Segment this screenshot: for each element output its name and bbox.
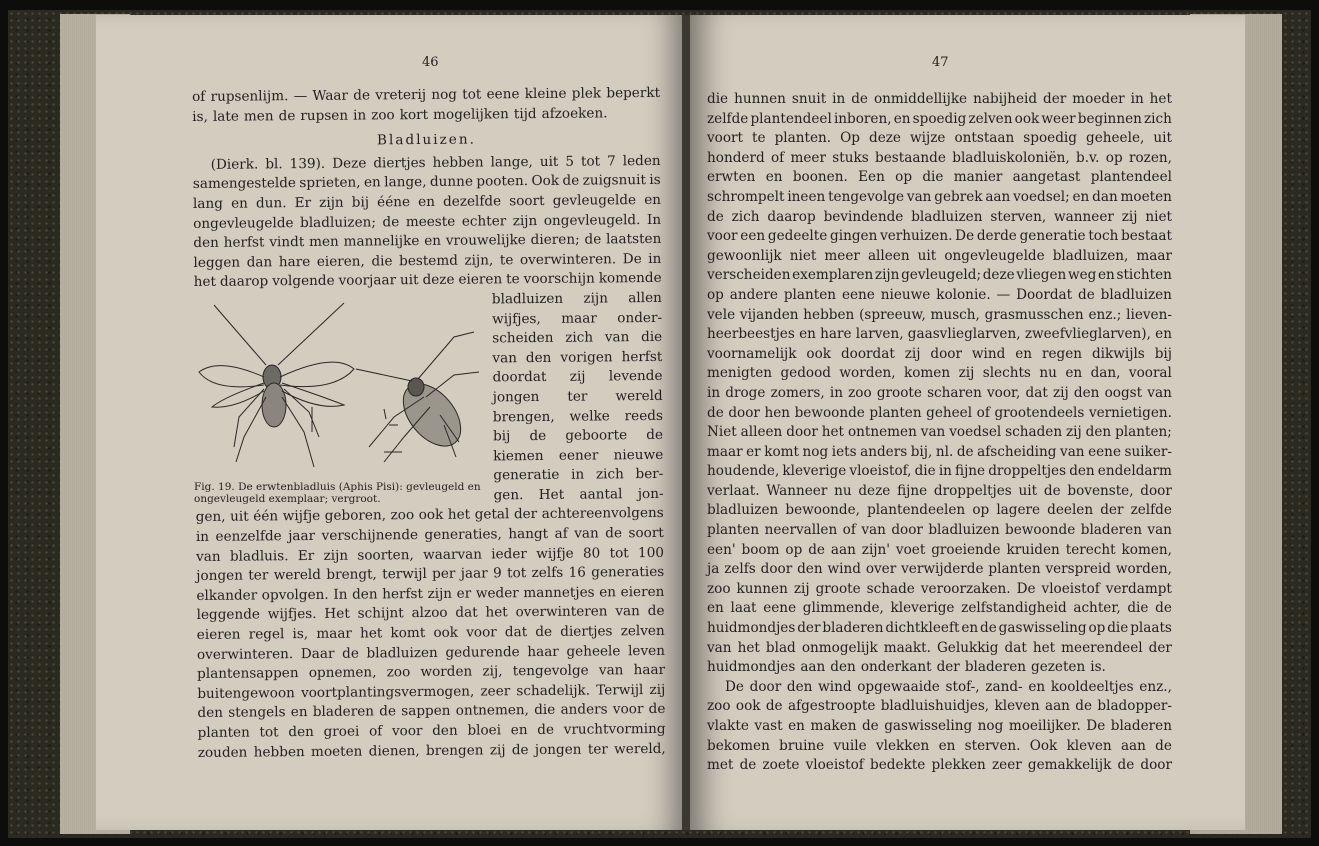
- text-line: verscheiden exemplaren zijn gevleugeld; deze vliegen weg en stichten: [707, 267, 1172, 284]
- right-page-text: [707, 90, 1172, 776]
- figure-caption: Fig. 19. De erwtenbladluis (Aphis Pisi): gevleugeld en ongevleugeld exemplaar; vergroot.: [194, 481, 481, 505]
- text-line: ongevleugelde bladluizen; de meeste echter zijn ongevleugeld. In: [193, 211, 662, 232]
- text-line: houdende, kleverige vloeistof, die in fijne droppeltjes den endeldarm: [707, 463, 1172, 480]
- text-line: gen. Het aantal jon-: [493, 485, 664, 504]
- text-line: gen, uit één wijfje geboren, zoo ook het getal der achtereenvolgens: [195, 505, 664, 526]
- text-line: op andere planten eene nieuwe kolonie. — Doordat de bladluizen: [707, 286, 1172, 303]
- text-line: van het blad onmogelijk maakt. Gelukkig dat het meerendeel der: [707, 639, 1172, 656]
- text-line: Niet alleen door het ontnemen van voedsel schaden zij den planten;: [707, 424, 1172, 441]
- text-line: planten tot den groei of voor den bloei en de vruchtvorming: [197, 720, 666, 741]
- aphid-illustration: [194, 297, 484, 487]
- text-line: jongen ter wereld brengt, terwijl per jaar 9 tot zelfs 16 generaties: [196, 564, 665, 585]
- text-line: doordat zij levende: [492, 368, 663, 386]
- text-line: vele vijanden hebben (spreeuw, musch, grasmusschen enz.; lieven-: [707, 306, 1172, 323]
- text-line: van den vorigen herfst: [492, 348, 663, 367]
- text-line: een' boom op de aan zijn' voet groeiende kruiden terecht komen,: [707, 541, 1172, 558]
- text-line: huidmondjes aan den onderkant der bladeren gezeten is.: [707, 659, 1106, 676]
- text-line: zoo kunnen zij groote schade veroorzaken. De vloeistof verdampt: [707, 580, 1172, 597]
- left-page: [96, 15, 686, 830]
- text-line: lang en dun. Er zijn bij ééne en dezelfde soort gevleugelde en: [192, 191, 662, 212]
- text-line: erwten en boonen. Een op die manier aangetast plantendeel: [707, 169, 1172, 186]
- text-line: samengestelde sprieten, en lange, dunne pooten. Ook de zuigsnuit is: [192, 172, 661, 193]
- text-line: in eenzelfde jaar verschijnende generaties, hangt af van de soort: [195, 524, 664, 546]
- page-number: 47: [932, 55, 949, 70]
- text-line: verlaat. Wanneer nu deze fijne droppeltjes uit de bovenste, door: [707, 482, 1172, 499]
- section-heading: Bladluizen.: [376, 131, 476, 149]
- text-line: van bladluis. Er zijn soorten, waarvan ieder wijfje 80 tot 100: [196, 544, 665, 565]
- text-line: jongen ter wereld: [492, 387, 663, 406]
- text-line: met de zoete vloeistof bedekte plekken zeer gemakkelijk de door: [707, 757, 1172, 774]
- text-line: den stengels en bladeren de sappen ontnemen, die anders voor de: [197, 701, 666, 722]
- text-line: brengen, welke reeds: [492, 407, 663, 425]
- text-line: of rupsenlijm. — Waar de vreterij nog tot eene kleine plek beperkt: [192, 84, 661, 105]
- text-line: menigten gedood worden, komen zij slechts nu en dan, vooral: [707, 365, 1172, 382]
- text-line: elkander opvolgen. In den herfst zijn er weder mannetjes en eieren: [196, 583, 665, 604]
- text-line: buitengewoon voortplantingsvermogen, zeer schadelijk. Terwijl zij: [197, 681, 666, 702]
- text-line: is, late men de rupsen in zoo kort mogelijken tijd afzoeken.: [192, 104, 608, 125]
- text-line: in droge zomers, in zoo groote scharen voor, dat zij den oogst van: [707, 384, 1172, 401]
- text-line: zelfde plantendeel inboren, en spoedig zelven ook weer beginnen zich: [707, 110, 1172, 127]
- text-line: eieren regel is, maar het komt ook voor dat de diertjes zelven: [196, 622, 665, 644]
- text-line: schrompelt ineen tengevolge van gebrek aan voedsel; en dan moeten: [707, 188, 1172, 205]
- text-line: het daarop volgende voorjaar uit deze eieren te voorschijn komende: [193, 270, 662, 291]
- text-line: zouden hebben moeten dienen, brengen zij de jongen ter wereld,: [197, 740, 666, 761]
- text-line: vlakte vast en maken de gaswisseling nog moeilijker. De bladeren: [707, 718, 1172, 734]
- text-line: voor een gedeelte gingen verhuizen. De derde generatie toch bestaat: [707, 228, 1172, 245]
- text-line: kiemen eener nieuwe: [493, 446, 664, 465]
- text-line: overwinteren. Daar de bladluizen gedurende haar geheele leven: [196, 642, 665, 663]
- text-line: leggende wijfjes. Het schijnt alzoo dat het overwinteren van de: [196, 603, 665, 624]
- text-line: planten neervallen of van door bladluizen bewoonde bladeren van: [707, 522, 1172, 539]
- text-line: en laat eene glimmende, kleverige zelfstandigheid achter, die de: [707, 600, 1172, 617]
- text-line: bekomen bruine vuile vlekken en sterven. Ook kleven aan de: [707, 737, 1172, 754]
- right-page: [690, 15, 1245, 830]
- text-line: de zich daarop bevindende bladluizen sterven, wanneer zij niet: [707, 208, 1172, 225]
- text-line: (Dierk. bl. 139). Deze diertjes hebben lange, uit 5 tot 7 leden: [210, 152, 661, 173]
- text-line: de door hen bewoonde planten geheel of grootendeels vernietigen.: [707, 404, 1172, 421]
- text-line: maar er komt nog iets anders bij, nl. de afscheiding van eene suiker-: [707, 443, 1172, 460]
- text-line: heerbeestjes en hare larven, gaasvlieglarven, zweefvlieglarven), en: [707, 326, 1172, 343]
- text-line: De door den wind opgewaaide stof-, zand- en kooldeeltjes enz.,: [725, 678, 1172, 695]
- text-line: den herfst vindt men mannelijke en vrouwelijke dieren; de laatsten: [193, 231, 662, 252]
- text-line: gewoonlijk niet meer alleen uit ongevleugelde bladluizen, maar: [707, 247, 1172, 264]
- text-line: zoo ook de afgestroopte bladluishuidjes, kleven aan de bladopper-: [707, 698, 1172, 715]
- text-line: honderd of meer stuks bestaande bladluiskoloniën, b.v. op rozen,: [707, 149, 1172, 166]
- text-line: bij de geboorte de: [492, 426, 664, 445]
- text-line: generatie in zich ber-: [493, 466, 664, 484]
- text-line: voort te planten. Op deze wijze ontstaan spoedig geheele, uit: [707, 130, 1172, 147]
- text-line: huidmondjes der bladeren dichtkleeft en de gaswisseling op die plaats: [707, 620, 1172, 637]
- text-line: scheiden zich van die: [492, 329, 663, 347]
- text-line: die hunnen snuit in de onmiddellijke nabijheid der moeder in het: [707, 91, 1172, 107]
- page-number: 46: [422, 55, 439, 70]
- text-line: bladluizen zijn allen: [491, 289, 662, 308]
- text-line: plantensappen opnemen, zoo worden zij, tengevolge van haar: [197, 662, 666, 683]
- text-line: ja zelfs door den wind over verwijderde planten verspreid worden,: [707, 561, 1172, 578]
- text-line: leggen dan hare eieren, die bestemd zijn, te overwinteren. De in: [193, 250, 662, 271]
- text-line: voornamelijk ook doordat zij door wind en regen dikwijls bij: [707, 345, 1172, 362]
- text-line: bladluizen bewoonde, plantendeelen op lagere deelen der zelfde: [707, 502, 1172, 519]
- text-line: wijfjes, maar onder-: [491, 309, 663, 327]
